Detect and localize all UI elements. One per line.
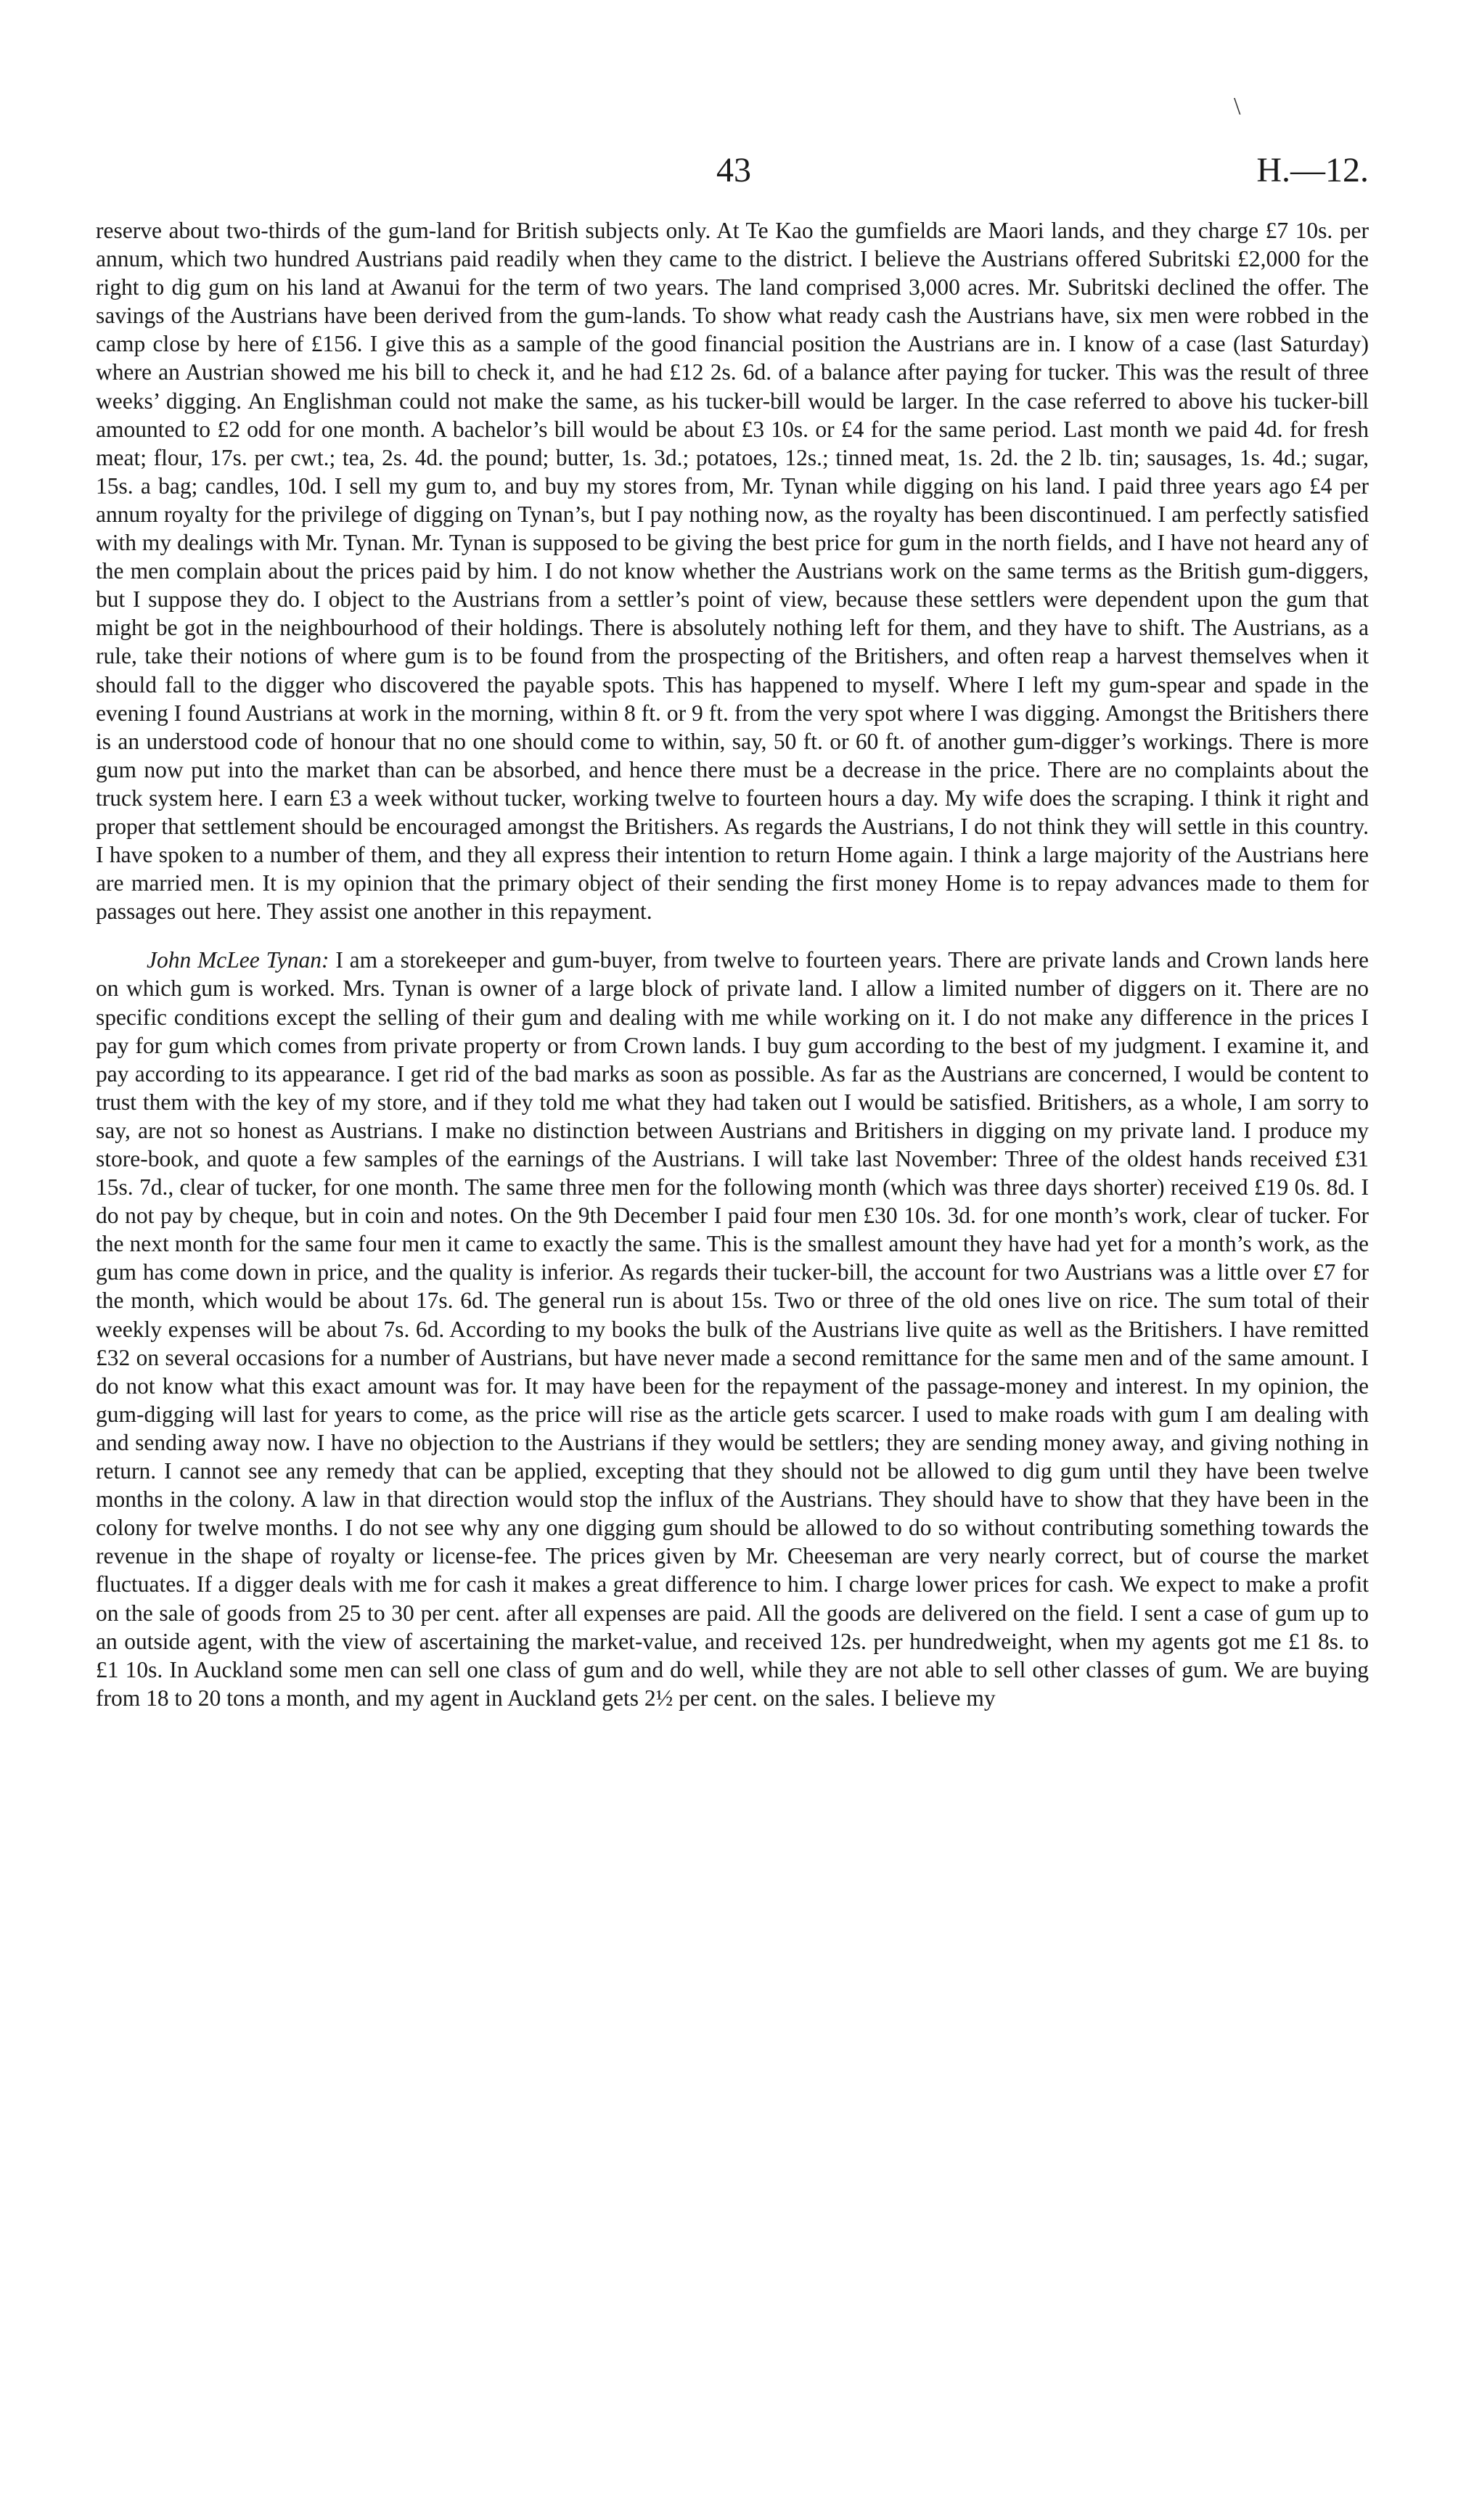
paragraph-testimony-tynan <box>96 946 1369 1712</box>
speaker-name: John McLee Tynan: <box>147 947 329 973</box>
margin-mark: \ <box>1234 93 1241 120</box>
paragraph-continued: reserve about two-thirds of the gum-land for British subjects only. At Te Kao the gumfields are Maori lands, and they charge £7 10s. per annum, which two hundred Austrians paid readily when they came to the district. I believe the Austrians offered Subritski £2,000 for the right to dig gum on his land at Awanui for the term of two years. The land comprised 3,000 acres. Mr. Subritski declined the offer. The savings of the Austrians have been derived from the gum-lands. To show what ready cash the Austrians have, six men were robbed in the camp close by here of £156. I give this as a sample of the good financial position the Austrians are in. I know of a case (last Saturday) where an Austrian showed me his bill to check it, and he had £12 2s. 6d. of a balance after paying for tucker. This was the result of three weeks’ digging. An Englishman could not make the same, as his tucker-bill would be larger. In the case referred to above his tucker-bill amounted to £2 odd for one month. A bachelor’s bill would be about £3 10s. or £4 for the same period. Last month we paid 4d. for fresh meat; flour, 17s. per cwt.; tea, 2s. 4d. the pound; butter, 1s. 3d.; potatoes, 12s.; tinned meat, 1s. 2d. the 2 lb. tin; sausages, 1s. 4d.; sugar, 15s. a bag; candles, 10d. I sell my gum to, and buy my stores from, Mr. Tynan while digging on his land. I paid three years ago £4 per annum royalty for the privilege of digging on Tynan’s, but I pay nothing now, as the royalty has been discontinued. I am perfectly satisfied with my dealings with Mr. Tynan. Mr. Tynan is supposed to be giving the best price for gum in the north fields, and I have not heard any of the men complain about the prices paid by him. I do not know whether the Austrians work on the same terms as the British gum-diggers, but I suppose they do. I object to the Austrians from a settler’s point of view, because these settlers were dependent upon the gum that might be got in the neighbourhood of their holdings. There is absolutely nothing left for them, and they have to shift. The Austrians, as a rule, take their notions of where gum is to be found from the prospecting of the Britishers, and often reap a harvest themselves when it should fall to the digger who discovered the payable spots. This has happened to myself. Where I left my gum-spear and spade in the evening I found Austrians at work in the morning, within 8 ft. or 9 ft. from the very spot where I was digging. Amongst the Britishers there is an understood code of honour that no one should come to within, say, 50 ft. or 60 ft. of another gum-digger’s workings. There is more gum now put into the market than can be absorbed, and hence there must be a decrease in the price. There are no complaints about the truck system here. I earn £3 a week without tucker, working twelve to fourteen hours a day. My wife does the scraping. I think it right and proper that settlement should be encouraged amongst the Britishers. As regards the Austrians, I do not think they will settle in this country. I have spoken to a number of them, and they all express their intention to return Home again. I think a large majority of the Austrians here are married men. It is my opinion that the primary object of their sending the first money Home is to repay advances made to them for passages out here. They assist one another in this repayment. <box>96 218 1369 925</box>
page-number: 43 <box>716 151 751 189</box>
document-reference: H.—12. <box>1256 151 1369 189</box>
page-header <box>96 145 1369 196</box>
body-text <box>96 216 1369 1712</box>
testimony-text: I am a storekeeper and gum-buyer, from twelve to fourteen years. There are private lands and Crown lands here on which gum is worked. Mrs. Tynan is owner of a large block of private land. I allow a limited number of diggers on it. There are no specific conditions except the selling of their gum and dealing with me while working on it. I do not make any difference in the prices I pay for gum which comes from private property or from Crown lands. I buy gum according to the best of my judgment. I examine it, and pay according to its appearance. I get rid of the bad marks as soon as possible. As far as the Austrians are concerned, I would be content to trust them with the key of my store, and if they told me what they had taken out I would be satisfied. Britishers, as a whole, I am sorry to say, are not so honest as Austrians. I make no distinction between Austrians and Britishers in digging on my private land. I produce my store-book, and quote a few samples of the earnings of the Austrians. I will take last November: Three of the oldest hands received £31 15s. 7d., clear of tucker, for one month. The same three men for the following month (which was three days shorter) received £19 0s. 8d. I do not pay by cheque, but in coin and notes. On the 9th December I paid four men £30 10s. 3d. for one month’s work, clear of tucker. For the next month for the same four men it came to exactly the same. This is the smallest amount they have had yet for a month’s work, as the gum has come down in price, and the quality is inferior. As regards their tucker-bill, the account for two Austrians was a little over £7 for the month, which would be about 17s. 6d. The general run is about 15s. Two or three of the old ones live on rice. The sum total of their weekly expenses will be about 7s. 6d. According to my books the bulk of the Austrians live quite as well as the Britishers. I have remitted £32 on several occasions for a number of Austrians, but have never made a second remittance for the same men and of the same amount. I do not know what this exact amount was for. It may have been for the repayment of the passage-money and interest. In my opinion, the gum-digging will last for years to come, as the price will rise as the article gets scarcer. I used to make roads with gum I am dealing with and sending away now. I have no objection to the Austrians if they would be settlers; they are sending money away, and giving nothing in return. I cannot see any remedy that can be applied, excepting that they should not be allowed to dig gum until they have been twelve months in the colony. A law in that direction would stop the influx of the Austrians. They should have to show that they have been in the colony for twelve months. I do not see why any one digging gum should be allowed to do so without contributing something towards the revenue in the shape of royalty or license-fee. The prices given by Mr. Cheeseman are very nearly correct, but of course the market fluctuates. If a digger deals with me for cash it makes a great difference to him. I charge lower prices for cash. We expect to make a profit on the sale of goods from 25 to 30 per cent. after all expenses are paid. All the goods are delivered on the field. I sent a case of gum up to an outside agent, with the view of ascertaining the market-value, and received 12s. per hundredweight, when my agents got me £1 8s. to £1 10s. In Auckland some men can sell one class of gum and do well, while they are not able to sell other classes of gum. We are buying from 18 to 20 tons a month, and my agent in Auckland gets 2½ per cent. on the sales. I believe my <box>96 947 1369 1711</box>
